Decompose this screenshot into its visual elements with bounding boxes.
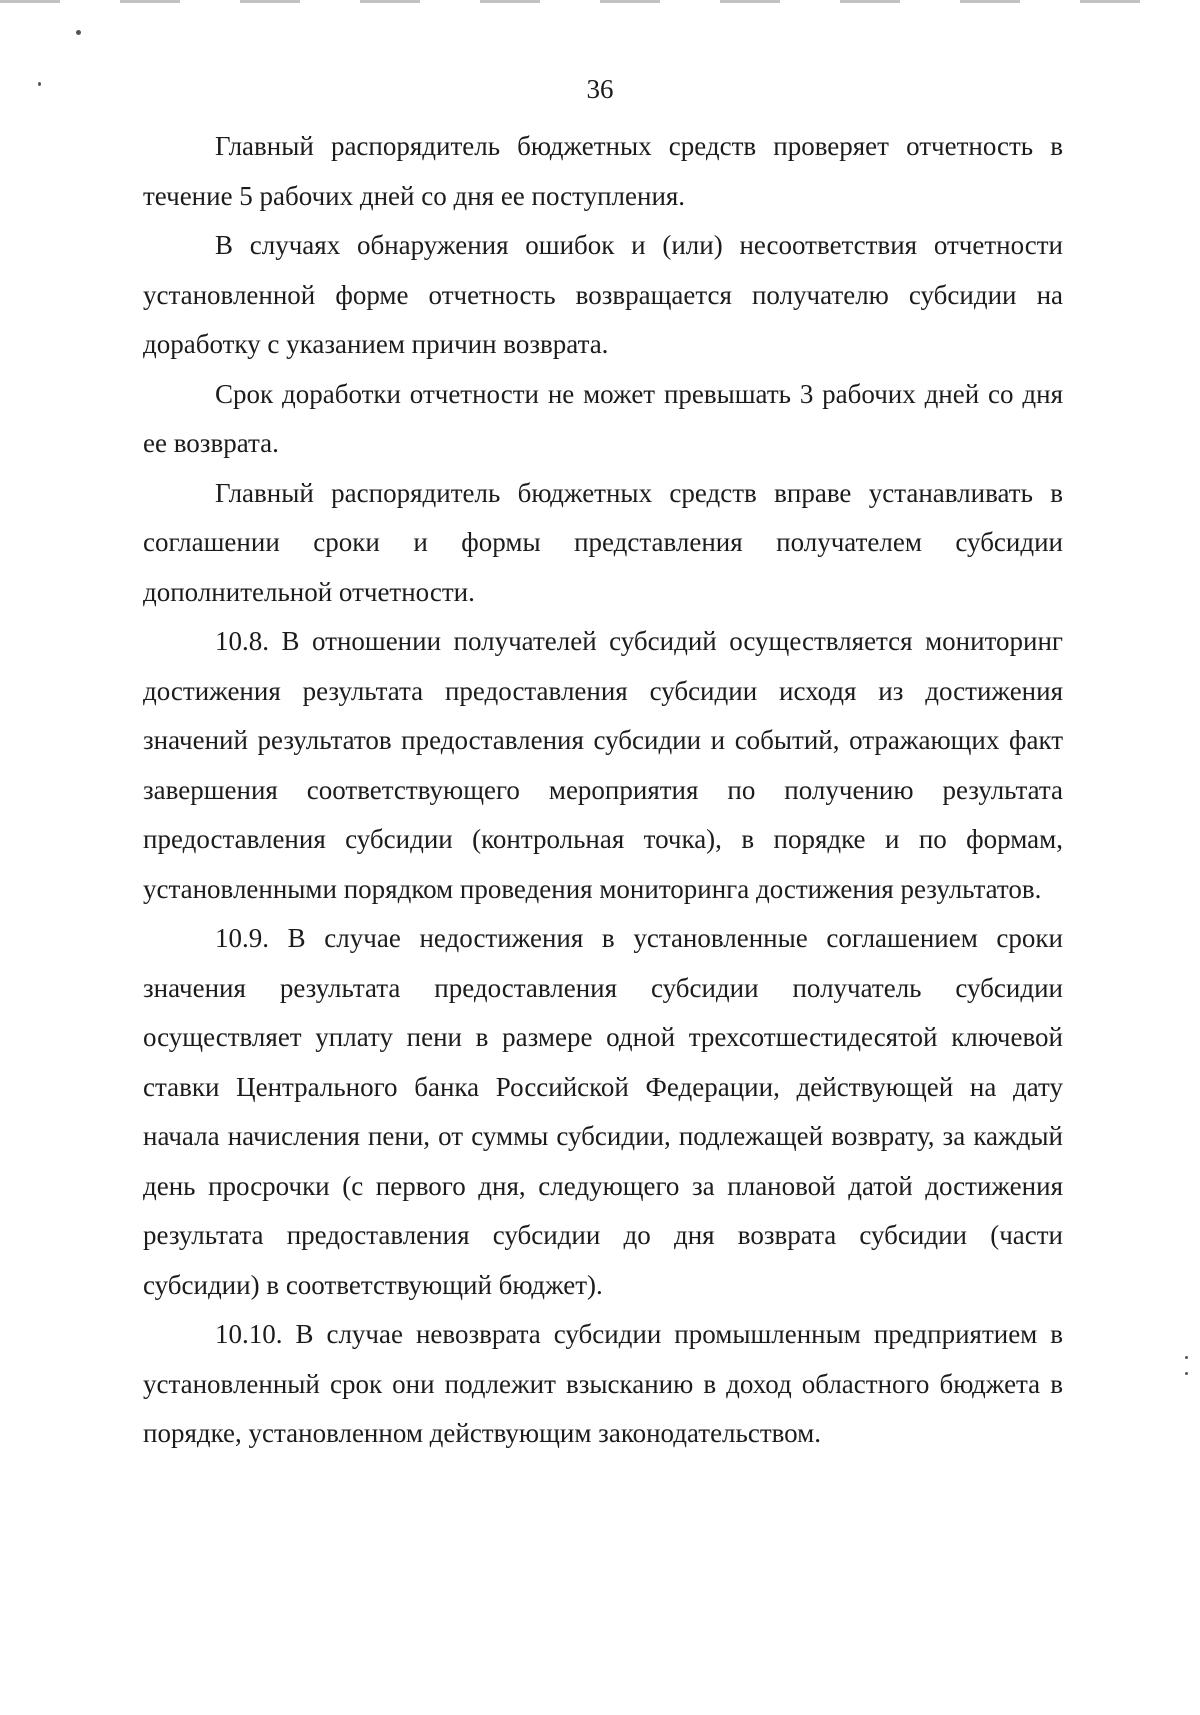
scan-speck <box>1185 1356 1188 1359</box>
paragraph: Главный распорядитель бюджетных средств проверяет отчетность в течение 5 рабочих дней со дня ее поступления. <box>143 131 1063 211</box>
scan-speck <box>76 30 81 35</box>
scan-top-edge <box>0 0 1200 3</box>
scan-speck <box>1185 1372 1188 1375</box>
paragraph: 10.10. В случае невозврата субсидии промышленным предприятием в установленный срок они подлежит взысканию в доход областного бюджета в порядке, установленном действующим законодательством. <box>143 1319 1063 1448</box>
paragraph: Главный распорядитель бюджетных средств вправе устанавливать в соглашении сроки и формы представления получателем субсидии дополнительной отчетности. <box>143 477 1063 607</box>
paragraph: 10.8. В отношении получателей субсидий осуществляется мониторинг достижения результата предоставления субсидии исходя из достижения значений результатов предоставления субсидии и событий, отражающих факт завершения соответствующего мероприятия по получению результата предоставления субсидии (контрольная точка), в порядке и по формам, установленными порядком проведения мониторинга достижения результатов. <box>143 626 1063 904</box>
paragraph: 10.9. В случае недостижения в установленные соглашением сроки значения результата предоставления субсидии получатель субсидии осуществляет уплату пени в размере одной трехсотшестидесятой ключевой ставки Центрального банка Российской Федерации, действующей на дату начала начисления пени, от суммы субсидии, подлежащей возврату, за каждый день просрочки (с первого дня, следующего за плановой датой достижения результата предоставления субсидии до дня возврата субсидии (части субсидии) в соответствующий бюджет). <box>143 923 1063 1300</box>
paragraph: Срок доработки отчетности не может превышать 3 рабочих дней со дня ее возврата. <box>143 378 1063 458</box>
paragraph: В случаях обнаружения ошибок и (или) несоответствия отчетности установленной форме отчетность возвращается получателю субсидии на доработку с указанием причин возврата. <box>143 230 1063 359</box>
document-body <box>143 122 1063 1459</box>
page-number: 36 <box>586 74 614 104</box>
